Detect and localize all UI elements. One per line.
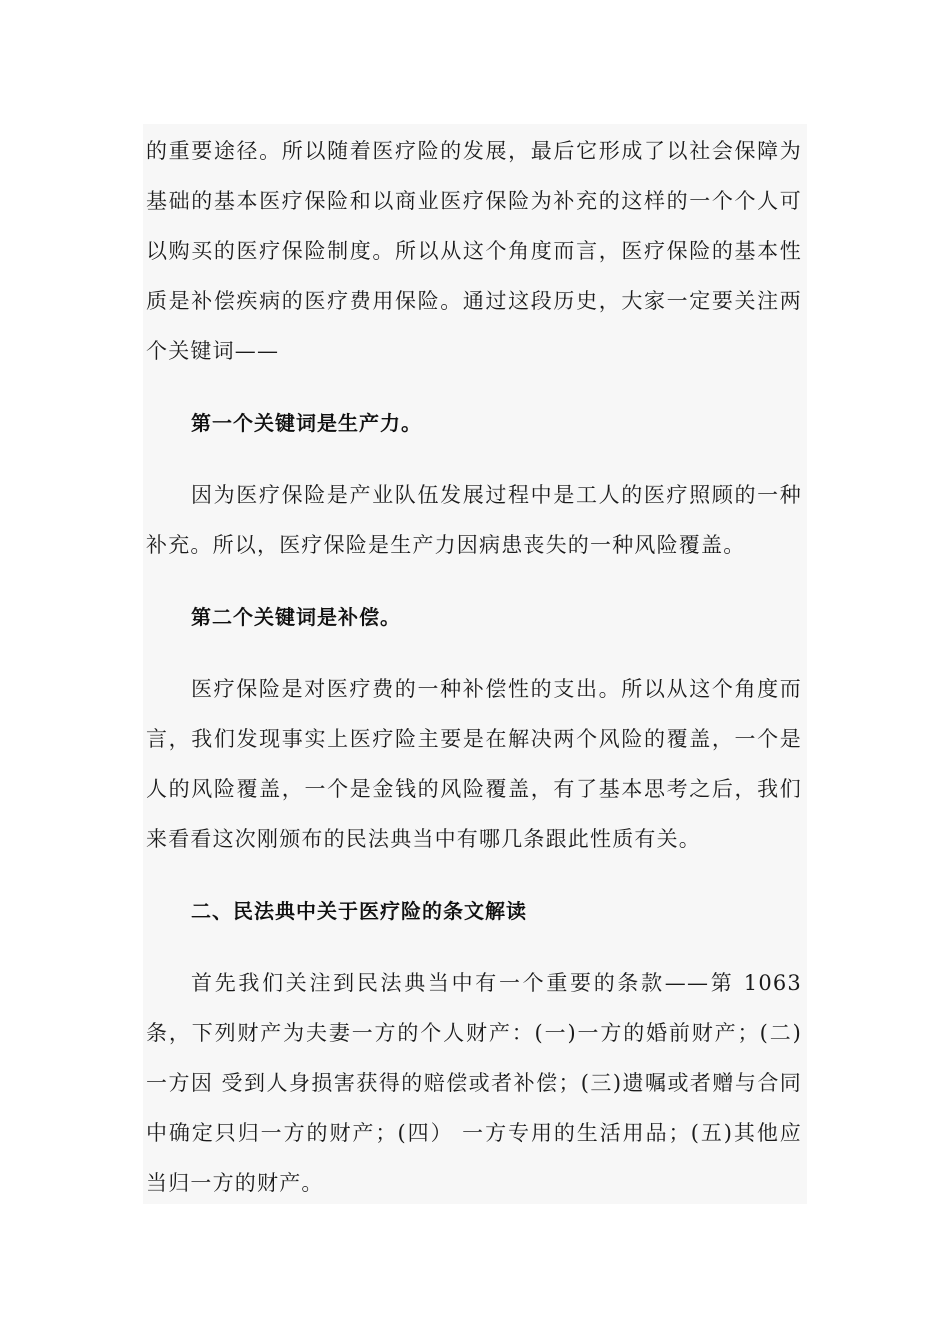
paragraph-article-1063: 首先我们关注到民法典当中有一个重要的条款——第 1063 条，下列财产为夫妻一方的个人财产：(一)一方的婚前财产；(二)一方因 受到人身损害获得的赔偿或者补偿；(三)遗嘱或者赠与合同中确定只归一方的财产；(四） 一方专用的生活用品；(五)其他应当归一方的财产。 bbox=[146, 971, 802, 1195]
section-heading-civil-code: 二、民法典中关于医疗险的条文解读 bbox=[191, 899, 527, 923]
document-content bbox=[143, 124, 807, 1204]
heading-keyword-compensation: 第二个关键词是补偿。 bbox=[191, 605, 401, 629]
paragraph-productivity: 因为医疗保险是产业队伍发展过程中是工人的医疗照顾的一种补充。所以，医疗保险是生产力因病患丧失的一种风险覆盖。 bbox=[146, 483, 802, 557]
paragraph-compensation: 医疗保险是对医疗费的一种补偿性的支出。所以从这个角度而言，我们发现事实上医疗险主要是在解决两个风险的覆盖，一个是人的风险覆盖，一个是金钱的风险覆盖，有了基本思考之后，我们来看看这次刚颁布的民法典当中有哪几条跟此性质有关。 bbox=[146, 677, 802, 851]
paragraph-history-conclusion: 的重要途径。所以随着医疗险的发展，最后它形成了以社会保障为基础的基本医疗保险和以商业医疗保险为补充的这样的一个个人可以购买的医疗保险制度。所以从这个角度而言，医疗保险的基本性质是补偿疾病的医疗费用保险。通过这段历史，大家一定要关注两个关键词—— bbox=[146, 139, 802, 363]
heading-keyword-productivity: 第一个关键词是生产力。 bbox=[191, 411, 422, 435]
